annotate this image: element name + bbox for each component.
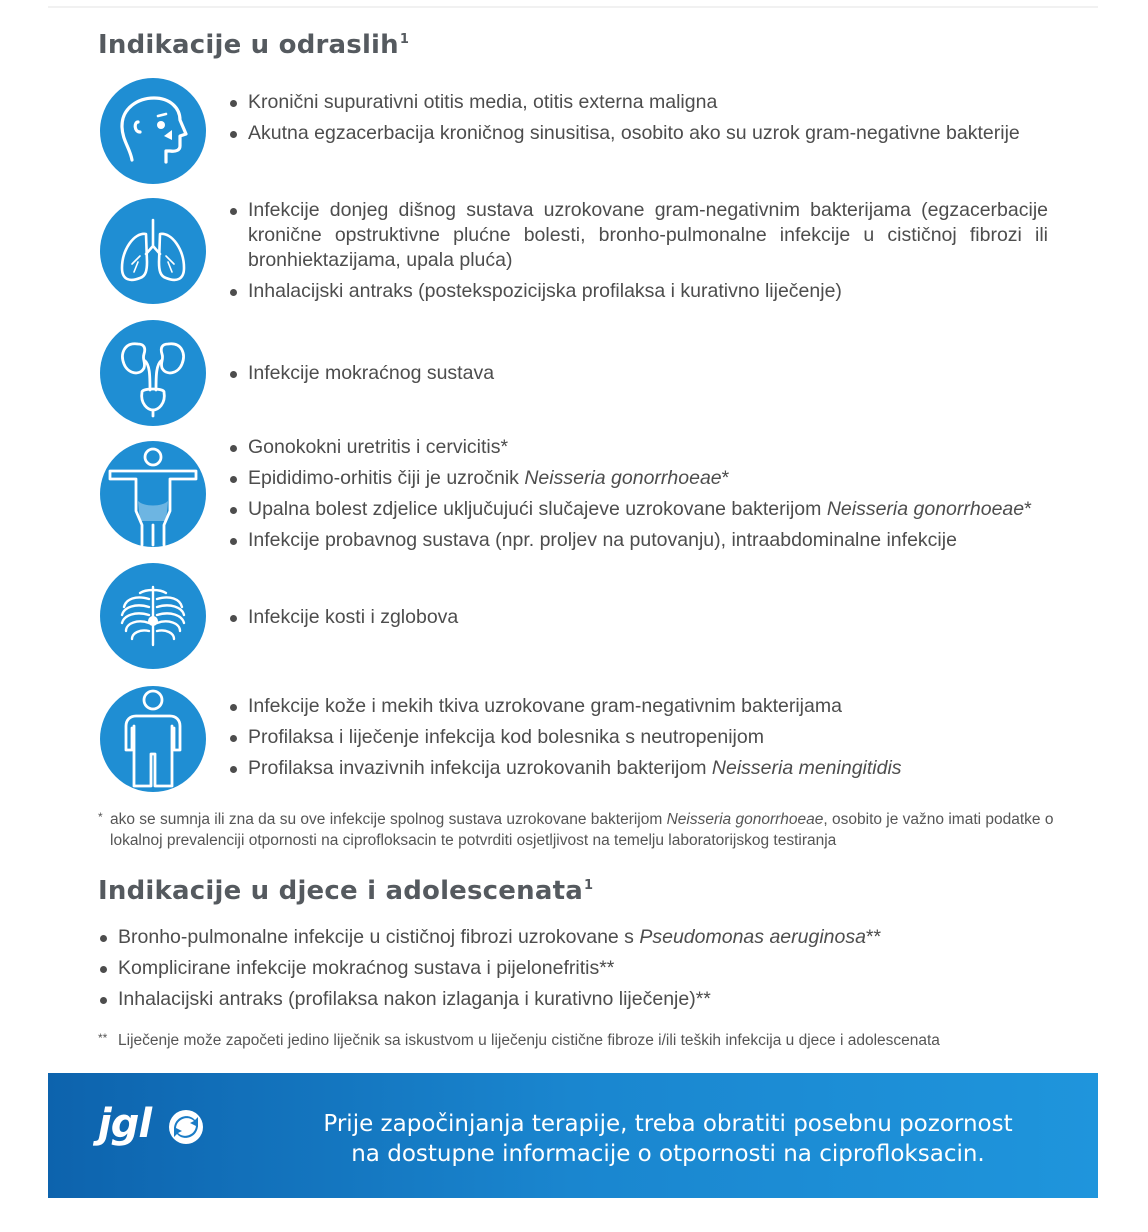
organism-name: Neisseria gonorrhoeae — [666, 811, 824, 828]
torso-indications-list — [228, 435, 1048, 559]
item-footnote-mark: * — [1024, 498, 1032, 520]
logo-swirl-icon — [166, 1107, 206, 1147]
list-item: Infekcije donjeg dišnog sustava uzrokovane gram-negativnim bakterijama (egzacerbacije kronične opstruktivne plućne bolesti, bronho-pulmonalne infekcije u cističnoj fibrozi ili bronhiektazijama, upala pluća) — [228, 198, 1048, 273]
adults-footnote — [98, 809, 1058, 851]
footer-message-line2: na dostupne informacije o otpornosti na ciprofloksacin. — [351, 1141, 985, 1167]
children-heading — [98, 876, 593, 906]
person-icon — [100, 686, 206, 792]
kidneys-indications-list — [228, 361, 1048, 392]
organism-name: Neisseria gonorrhoeae — [524, 467, 722, 489]
adults-heading-ref: 1 — [399, 32, 410, 48]
item-footnote-mark: * — [721, 467, 730, 489]
bones-indications-list — [228, 605, 1048, 636]
list-item: Infekcije kosti i zglobova — [228, 605, 1048, 630]
item-text: Profilaksa invazivnih infekcija uzrokovanih bakterijom — [248, 757, 712, 779]
organism-name: Neisseria gonorrhoeae — [826, 498, 1025, 520]
footnote-text-post: , osobito je važno imati podatke o lokalnoj prevalenciji otpornosti na ciprofloksacin te potvrditi osjetljivost na temelju laboratorijskog testiranja — [110, 811, 1054, 849]
item-text: Epididimo-orhitis čiji je uzročnik — [248, 467, 525, 489]
list-item — [228, 466, 1048, 491]
list-item: Akutna egzacerbacija kroničnog sinusitisa, osobito ako su uzrok gram-negativne bakterije — [228, 121, 1048, 146]
adults-heading — [98, 30, 409, 60]
organism-name: Neisseria meningitidis — [711, 757, 902, 779]
list-item: Infekcije kože i mekih tkiva uzrokovane gram-negativnim bakterijama — [228, 694, 1048, 719]
item-footnote-mark: ** — [865, 926, 882, 948]
children-heading-text: Indikacije u djece i adolescenata — [98, 876, 583, 906]
list-item — [228, 756, 1048, 781]
children-heading-ref: 1 — [583, 878, 594, 894]
footnote-text: Liječenje može započeti jedino liječnik sa iskustvom u liječenju cistične fibroze i/ili teških infekcija u djece i adolescenata — [118, 1032, 940, 1049]
item-text: Upalna bolest zdjelice uključujući slučajeve uzrokovane bakterijom — [248, 498, 827, 520]
list-item — [228, 497, 1108, 522]
kidneys-icon — [100, 320, 206, 426]
list-item: Inhalacijski antraks (profilaksa nakon izlaganja i kurativno liječenje)** — [98, 987, 1048, 1012]
lungs-icon — [100, 198, 206, 304]
list-item: Profilaksa i liječenje infekcija kod bolesnika s neutropenijom — [228, 725, 1048, 750]
footer-message — [308, 1109, 1028, 1169]
body-torso-icon — [100, 441, 206, 547]
footnote-text-pre: ako se sumnja ili zna da su ove infekcije spolnog sustava uzrokovane bakterijom — [110, 811, 667, 828]
footnote-text — [98, 809, 1058, 851]
jgl-logo — [98, 1099, 218, 1169]
list-item: Infekcije mokraćnog sustava — [228, 361, 1048, 386]
footer-banner — [48, 1073, 1098, 1198]
footnote-mark: ** — [98, 1031, 108, 1045]
top-divider — [48, 6, 1098, 8]
adults-heading-text: Indikacije u odraslih — [98, 30, 399, 60]
logo-text: jgl — [98, 1101, 152, 1147]
organism-name: Pseudomonas aeruginosa — [639, 926, 866, 948]
list-item: Kronični supurativni otitis media, otitis externa maligna — [228, 90, 1048, 115]
list-item — [98, 925, 1048, 950]
head-icon — [100, 78, 206, 184]
skeleton-ribcage-icon — [100, 563, 206, 669]
list-item: Komplicirane infekcije mokraćnog sustava i pijelonefritis** — [98, 956, 1048, 981]
head-indications-list — [228, 90, 1048, 152]
item-text: Bronho-pulmonalne infekcije u cističnoj fibrozi uzrokovane s — [118, 926, 640, 948]
skin-indications-list — [228, 694, 1048, 787]
footer-message-line1: Prije započinjanja terapije, treba obratiti posebnu pozornost — [323, 1111, 1013, 1137]
children-footnote — [98, 1030, 1058, 1051]
lungs-indications-list — [228, 198, 1048, 310]
children-indications-list — [98, 925, 1048, 1018]
list-item: Gonokokni uretritis i cervicitis* — [228, 435, 1048, 460]
list-item: Infekcije probavnog sustava (npr. proljev na putovanju), intraabdominalne infekcije — [228, 528, 1048, 553]
footnote-mark: * — [98, 810, 103, 824]
list-item: Inhalacijski antraks (postekspozicijska profilaksa i kurativno liječenje) — [228, 279, 1048, 304]
